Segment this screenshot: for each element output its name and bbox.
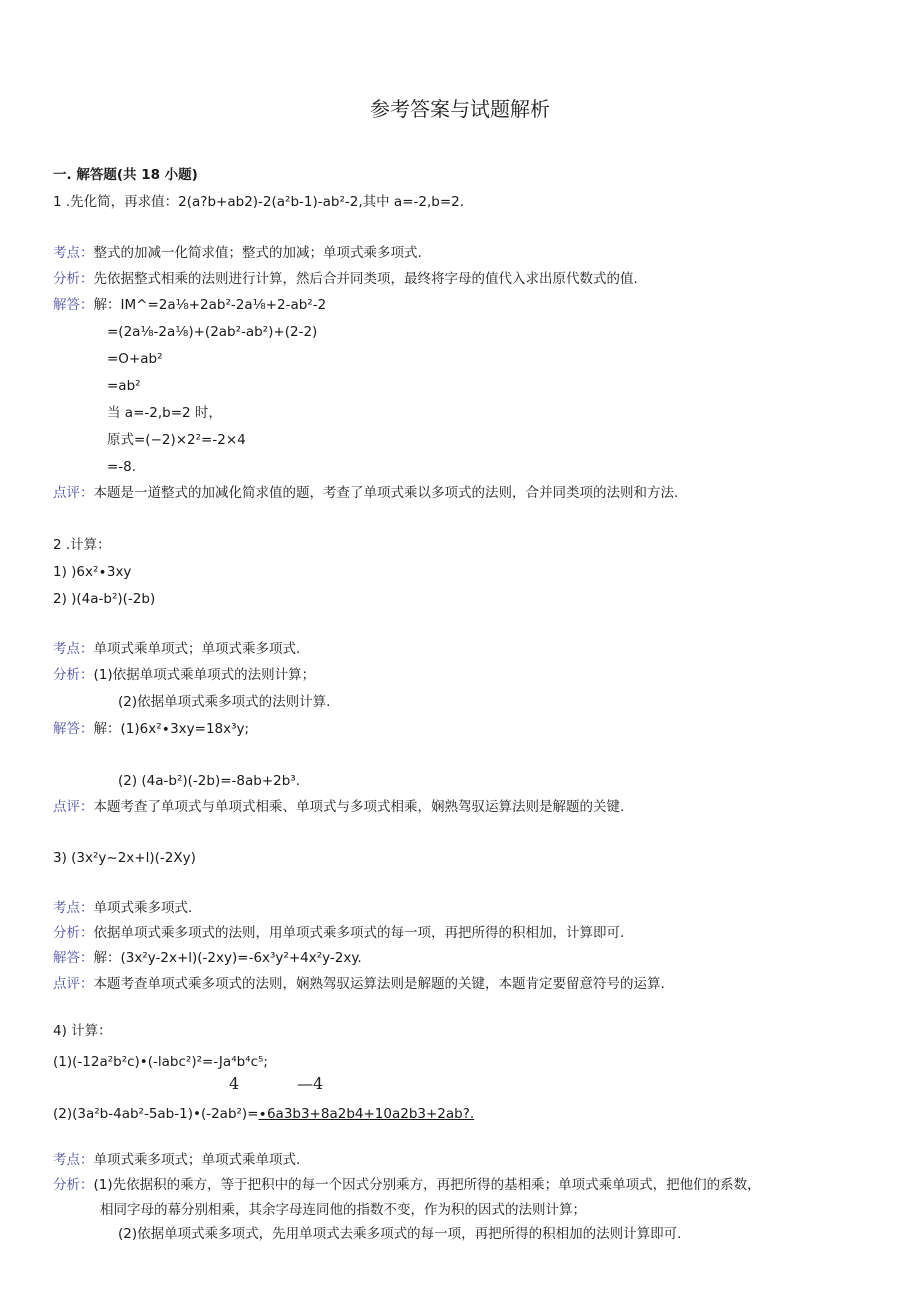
page-title: 参考答案与试题解析: [370, 97, 550, 121]
q2-jieda: [53, 720, 249, 738]
fenxi-label: 分析：: [53, 271, 94, 287]
q1-stem: 1 .先化简，再求值：2(a?b+ab2)-2(a²b-1)-ab²-2,其中 a=-2,b=2.: [53, 194, 465, 210]
q1-step: =O+ab²: [107, 351, 163, 367]
q1-dianping: [53, 484, 678, 502]
q4-stem: 4) 计算：: [53, 1023, 112, 1039]
q3-dianping: [53, 975, 665, 993]
q2-item: 2) )(4a-b²)(-2b): [53, 591, 156, 607]
jieda-label: 解答：: [53, 950, 94, 966]
q1-step: =(2a⅛-2a⅛)+(2ab²-ab²)+(2-2): [107, 324, 318, 340]
q1-step: 当 a=-2,b=2 时，: [107, 405, 222, 421]
q3-jieda-text: 解：(3x²y-2x+l)(-2xy)=-6x³y²+4x²y-2xy.: [93, 950, 362, 966]
q1-jieda: [53, 296, 326, 314]
q3-kaodian-text: 单项式乘多项式.: [93, 900, 193, 916]
q1-step: =-8.: [107, 459, 137, 475]
q2-item: 1) )6x²∙3xy: [53, 564, 132, 580]
dianping-label: 点评：: [53, 976, 94, 992]
q4-kaodian: [53, 1151, 300, 1169]
q2-fenxi: [53, 666, 315, 684]
q3-jieda: [53, 949, 362, 967]
q1-dianping-text: 本题是一道整式的加减化简求值的题，考查了单项式乘以多项式的法则，合并同类项的法则和方法.: [93, 485, 679, 501]
q1-kaodian-text: 整式的加减一化简求值；整式的加减；单项式乘多项式.: [93, 245, 422, 261]
q1-step: =ab²: [107, 378, 141, 394]
q4-kaodian-text: 单项式乘多项式；单项式乘单项式.: [93, 1152, 301, 1168]
q2-jieda-text: (2) (4a-b²)(-2b)=-8ab+2b³.: [118, 773, 301, 789]
q4-line2: [53, 1105, 474, 1123]
q1-fenxi-text: 先依据整式相乘的法则进行计算，然后合并同类项，最终将字母的值代入求出原代数式的值.: [93, 271, 638, 287]
q4-fenxi-text: (2)依据单项式乘多项式，先用单项式去乘多项式的每一项，再把所得的积相加的法则计算即可.: [118, 1226, 682, 1242]
q4-line2-prefix: (2)(3a²b-4ab²-5ab-1)•(-2ab²)=: [53, 1106, 259, 1122]
q4-fraction-denominator: —4: [297, 1074, 324, 1093]
dianping-label: 点评：: [53, 799, 94, 815]
kaodian-label: 考点：: [53, 1152, 94, 1168]
jieda-label: 解答：: [53, 721, 94, 737]
q3-stem: 3) (3x²y~2x+l)(-2Xy): [53, 850, 196, 866]
fenxi-label: 分析：: [53, 667, 94, 683]
q2-dianping: [53, 798, 624, 816]
q3-fenxi-text: 依据单项式乘多项式的法则，用单项式乘多项式的每一项，再把所得的积相加，计算即可.: [93, 925, 625, 941]
q1-fenxi: [53, 270, 638, 288]
q4-fenxi-text: (1)先依据积的乘方，等于把积中的每一个因式分别乘方，再把所得的基相乘；单项式乘单项式，把他们的系数，: [93, 1177, 761, 1193]
kaodian-label: 考点：: [53, 245, 94, 261]
kaodian-label: 考点：: [53, 900, 94, 916]
fenxi-label: 分析：: [53, 1177, 94, 1193]
q4-fraction-denominator: 4: [229, 1074, 240, 1093]
q1-step: 解：IM^=2a⅛+2ab²-2a⅛+2-ab²-2: [93, 297, 327, 313]
q2-kaodian: [53, 640, 300, 658]
q4-fenxi-text: 相同字母的幕分别相乘，其余字母连同他的指数不变，作为积的因式的法则计算；: [100, 1202, 586, 1218]
q2-kaodian-text: 单项式乘单项式；单项式乘多项式.: [93, 641, 301, 657]
q2-jieda-text: 解：(1)6x²∙3xy=18x³y;: [93, 721, 250, 737]
q3-dianping-text: 本题考查单项式乘多项式的法则，娴熟驾驭运算法则是解题的关键，本题肯定要留意符号的运算.: [93, 976, 665, 992]
section-heading: 一. 解答题(共 18 小题): [53, 167, 198, 183]
q4-line1: (1)(-12a²b²c)•(-labc²)²=-Ja⁴b⁴c⁵;: [53, 1054, 268, 1070]
dianping-label: 点评：: [53, 485, 94, 501]
q2-stem: 2 .计算：: [53, 537, 111, 553]
q2-fenxi-text: (2)依据单项式乘多项式的法则计算.: [118, 694, 331, 710]
q1-step: 原式=(−2)×2²=-2×4: [107, 432, 246, 448]
q4-fenxi: [53, 1176, 761, 1194]
q2-dianping-text: 本题考查了单项式与单项式相乘、单项式与多项式相乘，娴熟驾驭运算法则是解题的关键.: [93, 799, 625, 815]
q1-kaodian: [53, 244, 422, 262]
q4-line2-answer: ∙6a3b3+8a2b4+10a2b3+2ab?.: [258, 1106, 475, 1122]
q3-kaodian: [53, 899, 192, 917]
jieda-label: 解答：: [53, 297, 94, 313]
kaodian-label: 考点：: [53, 641, 94, 657]
fenxi-label: 分析：: [53, 925, 94, 941]
q3-fenxi: [53, 924, 624, 942]
q2-fenxi-text: (1)依据单项式乘单项式的法则计算；: [93, 667, 316, 683]
